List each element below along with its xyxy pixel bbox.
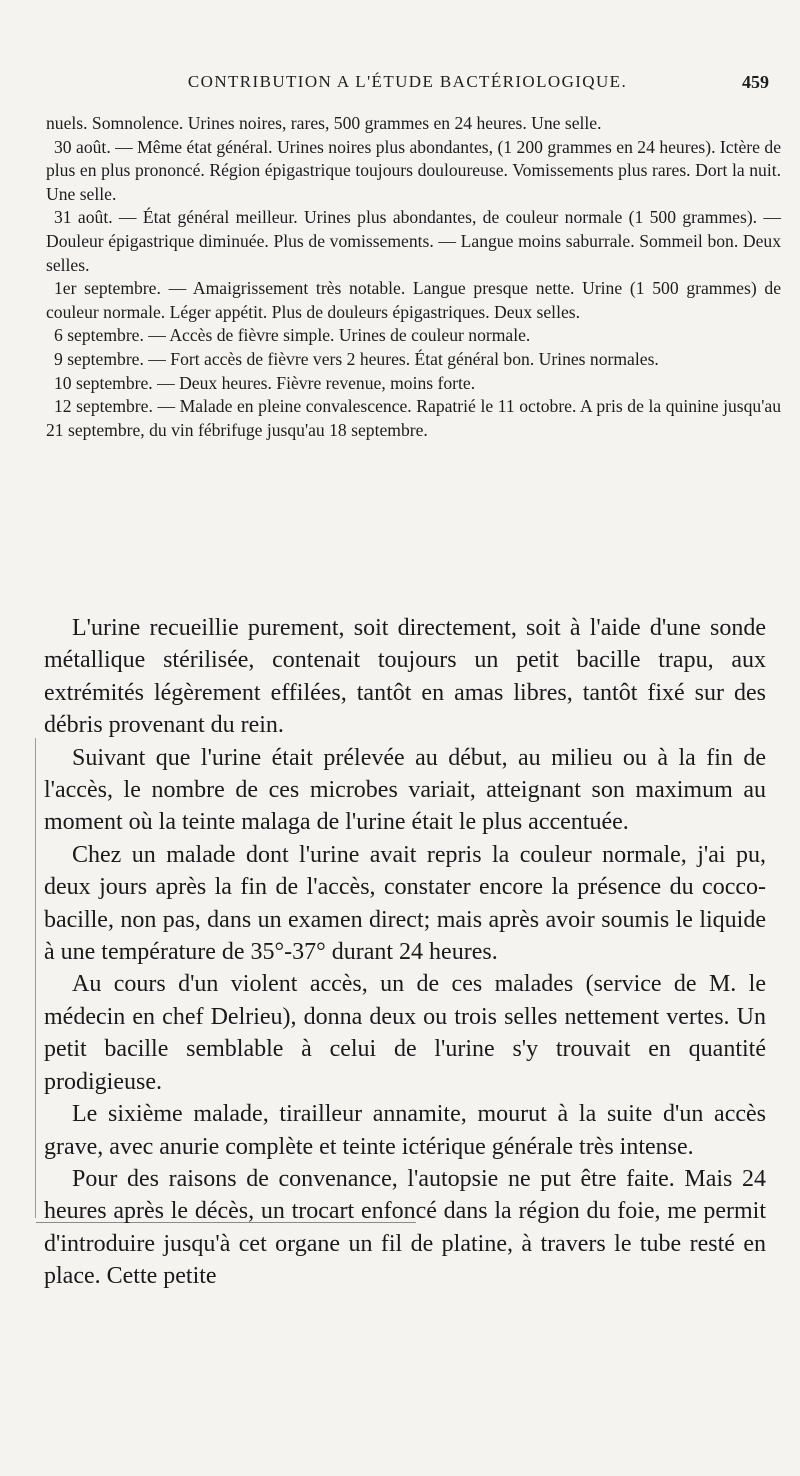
paragraph-cocco-bacille: Chez un malade dont l'urine avait repris la couleur normale, j'ai pu, deux jours après la fin de l'accès, constater encore la présence du cocco-bacille, non pas, dans un examen direct; mais après avoir soumis le liquide à une température de 35°-37° durant 24 heures. — [44, 841, 766, 966]
paragraph-autopsie: Pour des raisons de convenance, l'autopsie ne put être faite. Mais 24 heures après le décès, un trocart enfoncé dans la région du foie, me permit d'introduire jusqu'à cet organe un fil de platine, à travers le tube resté en place. Cette petite — [44, 1165, 766, 1290]
main-text — [44, 612, 766, 1293]
clinical-notes — [46, 112, 781, 442]
clinical-note-1-septembre: 1er septembre. — Amaigrissement très notable. Langue presque nette. Urine (1 500 grammes) de couleur normale. Léger appétit. Plus de douleurs épigastriques. Deux selles. — [46, 278, 781, 322]
clinical-note-continuation: nuels. Somnolence. Urines noires, rares, 500 grammes en 24 heures. Une selle. — [46, 113, 602, 133]
clinical-note-31-aout: 31 août. — État général meilleur. Urines plus abondantes, de couleur normale (1 500 grammes). — Douleur épigastrique diminuée. Plus de vomissements. — Langue moins saburrale. Sommeil bon. Deux selles. — [46, 207, 781, 275]
paragraph-selles-vertes: Au cours d'un violent accès, un de ces malades (service de M. le médecin en chef Delrieu), donna deux ou trois selles nettement vertes. Un petit bacille semblable à celui de l'urine s'y trouvait en quantité prodigieuse. — [44, 971, 766, 1095]
paragraph-sixieme-malade: Le sixième malade, tirailleur annamite, mourut à la suite d'un accès grave, avec anurie complète et teinte ictérique générale très intense. — [44, 1101, 766, 1160]
marginal-rule — [35, 738, 36, 1218]
clinical-note-10-septembre: 10 septembre. — Deux heures. Fièvre revenue, moins forte. — [54, 372, 476, 393]
clinical-note-30-aout: 30 août. — Même état général. Urines noires plus abondantes, (1 200 grammes en 24 heures). Ictère de plus en plus prononcé. Région épigastrique toujours douloureuse. Vomissements plus rares. Dort la nuit. Une selle. — [46, 136, 781, 204]
running-title: CONTRIBUTION A L'ÉTUDE BACTÉRIOLOGIQUE. — [187, 72, 628, 91]
paragraph-urine-bacille: L'urine recueillie purement, soit directement, soit à l'aide d'une sonde métallique stérilisée, contenait toujours un petit bacille trapu, aux extrémités légèrement effilées, tantôt en amas libres, tantôt fixé sur des débris provenant du rein. — [44, 615, 766, 739]
clinical-note-6-septembre: 6 septembre. — Accès de fièvre simple. Urines de couleur normale. — [54, 325, 531, 346]
paragraph-nombre-microbes: Suivant que l'urine était prélevée au début, au milieu ou à la fin de l'accès, le nombre de ces microbes variait, atteignant son maximum au moment où la teinte malaga de l'urine était le plus accentuée. — [44, 744, 766, 836]
clinical-note-12-septembre: 12 septembre. — Malade en pleine convalescence. Rapatrié le 11 octobre. A pris de la quinine jusqu'au 21 septembre, du vin fébrifuge jusqu'au 18 septembre. — [46, 396, 781, 440]
clinical-note-9-septembre: 9 septembre. — Fort accès de fièvre vers 2 heures. État général bon. Urines normales. — [54, 348, 659, 369]
page-number: 459 — [742, 72, 769, 92]
running-header — [40, 72, 775, 98]
